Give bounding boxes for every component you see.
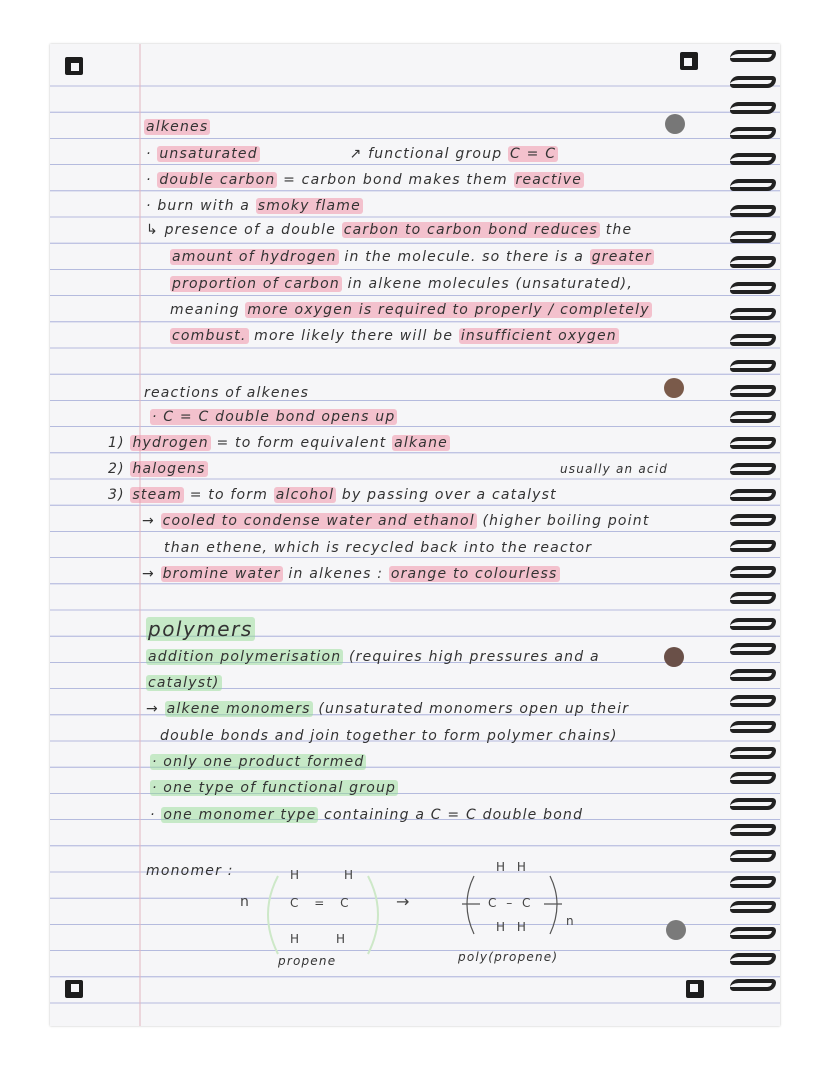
spiral-coil: [730, 824, 776, 836]
polymers-line-1: addition polymerisation (requires high pressures and a: [148, 649, 600, 665]
spiral-coil: [730, 231, 776, 243]
spiral-coil: [730, 463, 776, 475]
polymer-n: n: [566, 914, 574, 928]
monomer-label: monomer :: [146, 863, 234, 879]
spiral-coil: [730, 643, 776, 655]
bracket-lines: [50, 44, 780, 1026]
spiral-coil: [730, 669, 776, 681]
spiral-coil: [730, 308, 776, 320]
spiral-coil: [730, 566, 776, 578]
h-atom: H: [344, 868, 354, 882]
spiral-coil: [730, 334, 776, 346]
spiral-coil: [730, 798, 776, 810]
spiral-coil: [730, 437, 776, 449]
spiral-coil: [730, 927, 776, 939]
polypropene-label: poly(propene): [458, 950, 559, 964]
alkenes-para-line-4: meaning more oxygen is required to properly / completely: [170, 302, 650, 318]
alkenes-para-line-5: combust. more likely there will be insufficient oxygen: [172, 328, 617, 344]
spiral-coil: [730, 50, 776, 62]
spiral-coil: [730, 76, 776, 88]
spiral-coil: [730, 979, 776, 991]
spiral-coil: [730, 901, 776, 913]
spiral-coil: [730, 153, 776, 165]
reaction-2: 2) halogens: [108, 461, 206, 477]
reaction-arrow: →: [396, 892, 410, 911]
n-coefficient: n: [240, 894, 249, 910]
reaction-3: 3) steam = to form alcohol by passing over a catalyst: [108, 487, 557, 503]
h-atom: H: [290, 868, 300, 882]
spiral-coil: [730, 721, 776, 733]
spiral-coil: [730, 953, 776, 965]
polymers-bullet-3: · one monomer type containing a C = C double bond: [150, 807, 584, 823]
carbon-double-bond: C = C: [290, 896, 355, 910]
polymers-bullet-2: · one type of functional group: [152, 780, 397, 796]
reaction-1: 1) hydrogen = to form equivalent alkane: [108, 435, 448, 451]
section-title-polymers: polymers: [148, 617, 253, 641]
spiral-coil: [730, 411, 776, 423]
steam-note-line-1: → cooled to condense water and ethanol (higher boiling point: [142, 513, 650, 529]
spiral-coil: [730, 850, 776, 862]
h-atom: H: [290, 932, 300, 946]
bromine-test: → bromine water in alkenes : orange to colourless: [142, 566, 558, 582]
alkenes-bullet-3: · burn with a smoky flame: [146, 198, 361, 214]
polymers-bullet-1: · only one product formed: [152, 754, 365, 770]
alkenes-bullet-2: · double carbon = carbon bond makes them reactive: [146, 172, 583, 188]
section-title-alkenes: alkenes: [146, 119, 209, 135]
spiral-coil: [730, 489, 776, 501]
spiral-coil: [730, 772, 776, 784]
propene-label: propene: [278, 954, 337, 968]
h-atom: H: [336, 932, 346, 946]
spiral-coil: [730, 385, 776, 397]
spiral-coil: [730, 360, 776, 372]
polymer-carbon-chain: C – C: [488, 896, 534, 910]
spiral-coil: [730, 540, 776, 552]
spiral-coil: [730, 205, 776, 217]
spiral-coil: [730, 102, 776, 114]
spiral-coil: [730, 747, 776, 759]
spiral-coil: [730, 179, 776, 191]
alkenes-para-line-3: proportion of carbon in alkene molecules (unsaturated),: [172, 276, 633, 292]
polymers-line-2: catalyst): [148, 675, 220, 691]
section-title-reactions: reactions of alkenes: [144, 385, 310, 401]
polymer-h-bottom: H H: [496, 920, 530, 934]
reactions-bullet-1: · C = C double bond opens up: [152, 409, 396, 425]
spiral-coil: [730, 618, 776, 630]
alkenes-bullet-1: · unsaturated ↗ functional group C = C: [146, 146, 557, 162]
polymer-h-top: H H: [496, 860, 530, 874]
alkenes-para-line-2: amount of hydrogen in the molecule. so there is a greater: [172, 249, 652, 265]
spiral-coil: [730, 592, 776, 604]
spiral-coil: [730, 256, 776, 268]
notebook-page: [50, 44, 780, 1026]
steam-note-line-2: than ethene, which is recycled back into the reactor: [164, 540, 593, 556]
spiral-coil: [730, 876, 776, 888]
spiral-coil: [730, 514, 776, 526]
polymers-line-4: double bonds and join together to form polymer chains): [160, 728, 618, 744]
spiral-coil: [730, 695, 776, 707]
polymers-line-3: → alkene monomers (unsaturated monomers open up their: [146, 701, 630, 717]
spiral-binding: [730, 50, 780, 1010]
spiral-coil: [730, 127, 776, 139]
spiral-coil: [730, 282, 776, 294]
catalyst-note: usually an acid: [560, 462, 669, 476]
alkenes-para-line-1: ↳ presence of a double carbon to carbon bond reduces the: [146, 222, 633, 238]
